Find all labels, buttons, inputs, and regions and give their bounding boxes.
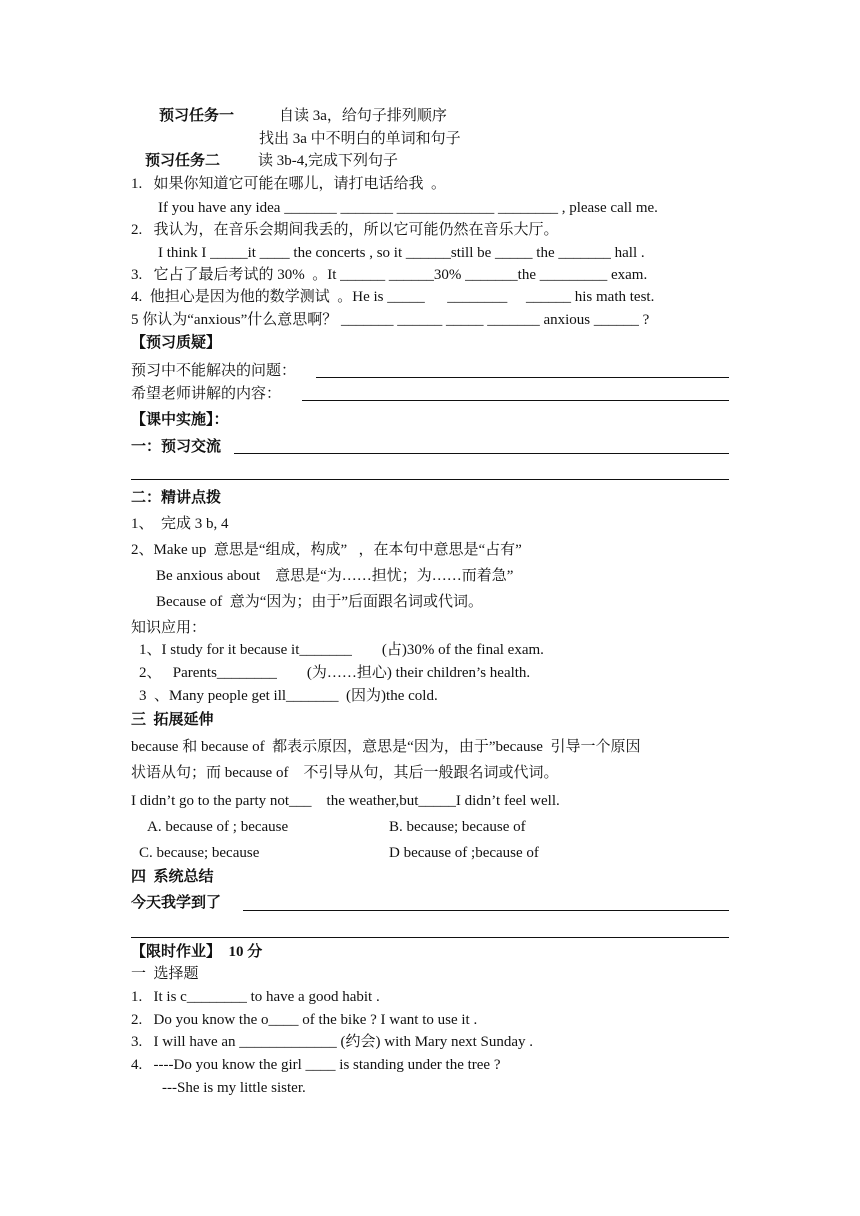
task1-text: 自读 3a，给句子排列顺序 bbox=[279, 108, 447, 124]
homework-heading: 【限时作业】 10 分 bbox=[131, 944, 263, 960]
apply-q3: 3 、Many people get ill_______ (因为)the cold. bbox=[139, 688, 438, 704]
homework-q1: 1. It is c________ to have a good habit . bbox=[131, 989, 380, 1005]
q2-chinese: 2. 我认为，在音乐会期间我丢的，所以它可能仍然在音乐大厅。 bbox=[131, 222, 559, 238]
q5: 5 你认为“anxious”什么意思啊？ _______ ______ _____ _______ anxious ______ ? bbox=[131, 312, 650, 328]
unsolved-line bbox=[316, 377, 729, 378]
unsolved-label: 预习中不能解决的问题： bbox=[131, 363, 297, 379]
q1-english: If you have any idea _______ _______ _____________ ________ , please call me. bbox=[158, 200, 658, 216]
class-heading: 【课中实施】： bbox=[131, 412, 229, 428]
homework-part1: 一 选择题 bbox=[131, 966, 199, 982]
learned-line bbox=[243, 910, 729, 911]
option-c: C. because; because bbox=[139, 845, 260, 861]
apply-q1: 1、I study for it because it_______ (占)30% of the final exam. bbox=[139, 642, 544, 658]
section1-line-2 bbox=[131, 479, 729, 480]
option-d: D because of ;because of bbox=[389, 845, 539, 861]
task2-label: 预习任务二 bbox=[145, 153, 221, 169]
task2-text: 读 3b-4,完成下列句子 bbox=[258, 153, 398, 169]
section1-line bbox=[234, 453, 729, 454]
section2-item3: Be anxious about 意思是“为……担忧；为……而着急” bbox=[156, 568, 514, 584]
section2-item2: 2、Make up 意思是“组成，构成” ，在本句中意思是“占有” bbox=[131, 542, 522, 558]
q2-english: I think I _____it ____ the concerts , so it ______still be _____ the _______ hall . bbox=[158, 245, 645, 261]
homework-q3: 3. I will have an _____________ (约会) with Mary next Sunday . bbox=[131, 1034, 534, 1050]
q4: 4. 他担心是因为他的数学测试 。He is _____ ________ ______ his math test. bbox=[131, 289, 655, 305]
explain-label: 希望老师讲解的内容： bbox=[131, 386, 282, 402]
section3-para-line1: because 和 because of 都表示原因，意思是“因为，由于”because 引导一个原因 bbox=[131, 739, 641, 755]
option-b: B. because; because of bbox=[389, 819, 526, 835]
section2-item1: 1、 完成 3 b, 4 bbox=[131, 516, 229, 532]
homework-q4: 4. ----Do you know the girl ____ is standing under the tree ? bbox=[131, 1057, 501, 1073]
learned-label: 今天我学到了 bbox=[131, 895, 222, 911]
task1-subtext: 找出 3a 中不明白的单词和句子 bbox=[259, 131, 461, 147]
task1-label: 预习任务一 bbox=[159, 108, 235, 124]
doubts-heading: 【预习质疑】 bbox=[131, 335, 222, 351]
section4-title: 四 系统总结 bbox=[131, 869, 214, 885]
section1-title: 一：预习交流 bbox=[131, 439, 222, 455]
homework-q2: 2. Do you know the o____ of the bike ? I want to use it . bbox=[131, 1012, 478, 1028]
explain-line bbox=[302, 400, 729, 401]
learned-line-2 bbox=[131, 937, 729, 938]
q1-chinese: 1. 如果你知道它可能在哪儿，请打电话给我 。 bbox=[131, 176, 447, 192]
section2-title: 二：精讲点拨 bbox=[131, 490, 222, 506]
apply-label: 知识应用： bbox=[131, 620, 207, 636]
option-a: A. because of ; because bbox=[147, 819, 289, 835]
section3-question: I didn’t go to the party not___ the weather,but_____I didn’t feel well. bbox=[131, 793, 560, 809]
apply-q2: 2、 Parents________ (为……担心) their children’s health. bbox=[139, 665, 531, 681]
section3-para-line2: 状语从句；而 because of 不引导从句，其后一般跟名词或代词。 bbox=[131, 765, 559, 781]
section3-title: 三 拓展延伸 bbox=[131, 712, 214, 728]
section2-item4: Because of 意为“因为；由于”后面跟名词或代词。 bbox=[156, 594, 484, 610]
q3: 3. 它占了最后考试的 30% 。It ______ ______30% _______the _________ exam. bbox=[131, 267, 648, 283]
homework-q4-answer: ---She is my little sister. bbox=[162, 1080, 306, 1096]
